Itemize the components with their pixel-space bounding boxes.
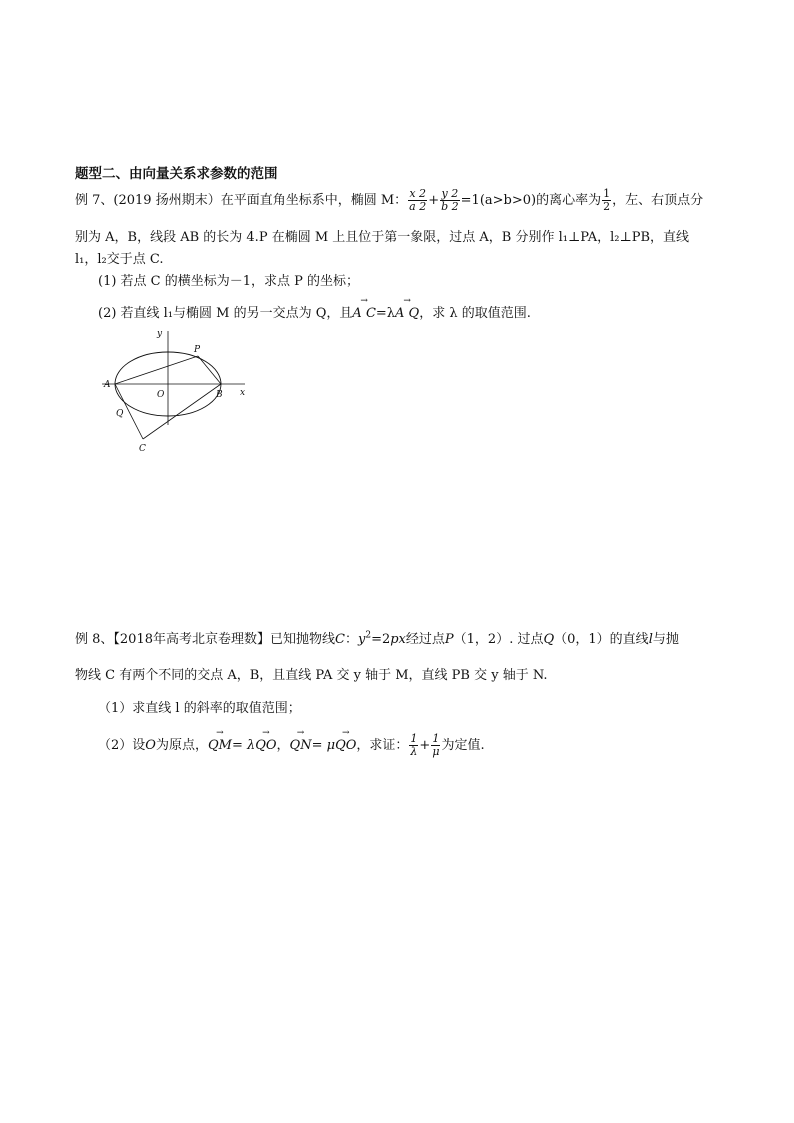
ex7-q2	[98, 302, 531, 321]
vector-aq: → A Q	[395, 306, 419, 321]
label-b: B	[216, 390, 223, 400]
ex7-q2-pre: (2) 若直线 l₁与椭圆 M 的另一交点为 Q，且	[98, 306, 353, 321]
label-y: y	[157, 329, 163, 339]
label-o: O	[157, 390, 165, 400]
frac-one-lambda: $\frac{1}{\lambda}$	[410, 732, 418, 758]
vector-qn: → QN	[290, 738, 312, 753]
ex8-line2: 物线 C 有两个不同的交点 A，B，且直线 PA 交 y 轴于 M，直线 PB 交 y 轴于 N.	[75, 668, 548, 683]
label-p: P	[194, 345, 201, 355]
ex7-lead: 例 7、(2019 扬州期末）在平面直角坐标系中，椭圆 M：	[75, 193, 408, 208]
label-a: A	[104, 380, 111, 390]
vector-qm: → QM	[208, 738, 232, 753]
ex7-cond: =1(a>b>0)的离心率为	[460, 193, 602, 208]
ex8-q1: （1）求直线 l 的斜率的取值范围；	[98, 701, 301, 716]
ex7-q1: (1) 若点 C 的横坐标为－1，求点 P 的坐标；	[98, 274, 360, 289]
ellipse-figure	[100, 325, 260, 455]
ex8-q2: （2）设O为原点，→ QM= λ→ QO，→ QN= μ→ QO，求证： $\frac{1}{\lambda}$ + $\frac{1}{\mu}$ 为定值.	[98, 733, 485, 758]
ex7-q2-eq: =λ	[375, 306, 396, 321]
segment-ap	[115, 356, 198, 384]
label-q: Q	[116, 409, 124, 419]
ex7-plus: +	[428, 193, 440, 208]
ex7-line2: 别为 A，B，线段 AB 的长为 4.P 在椭圆 M 上且位于第一象限，过点 A，B 分别作 l₁⊥PA，l₂⊥PB，直线	[75, 230, 690, 245]
vector-qo-1: → QO	[255, 738, 276, 753]
segment-pb	[198, 356, 221, 384]
ex7-frac-x: $\frac{x 2}{a 2}$	[409, 187, 427, 213]
label-x: x	[240, 388, 246, 398]
section-heading: 题型二、由向量关系求参数的范围	[75, 166, 278, 182]
ex7-frac-half: $\frac{1}{2}$	[603, 187, 611, 213]
frac-one-mu: $\frac{1}{\mu}$	[432, 732, 440, 758]
ex8-line1: 例 8、【2018年高考北京卷理数】已知抛物线C：$y^2=2px$经过点P（1，2）. 过点Q（0，1）的直线l与抛	[75, 630, 679, 647]
ex7-frac-y: $\frac{y 2}{b 2}$	[441, 187, 459, 213]
ex7-line3: l₁，l₂交于点 C.	[75, 252, 164, 267]
vector-qo-2: → QO	[335, 738, 356, 753]
vector-ac: → A C	[352, 306, 375, 321]
ex7-line1	[75, 188, 703, 213]
label-c: C	[139, 444, 146, 454]
ex7-tail: ，左、右顶点分	[612, 193, 704, 208]
line-l2	[143, 384, 221, 439]
ex7-q2-post: ，求 λ 的取值范围.	[419, 306, 531, 321]
